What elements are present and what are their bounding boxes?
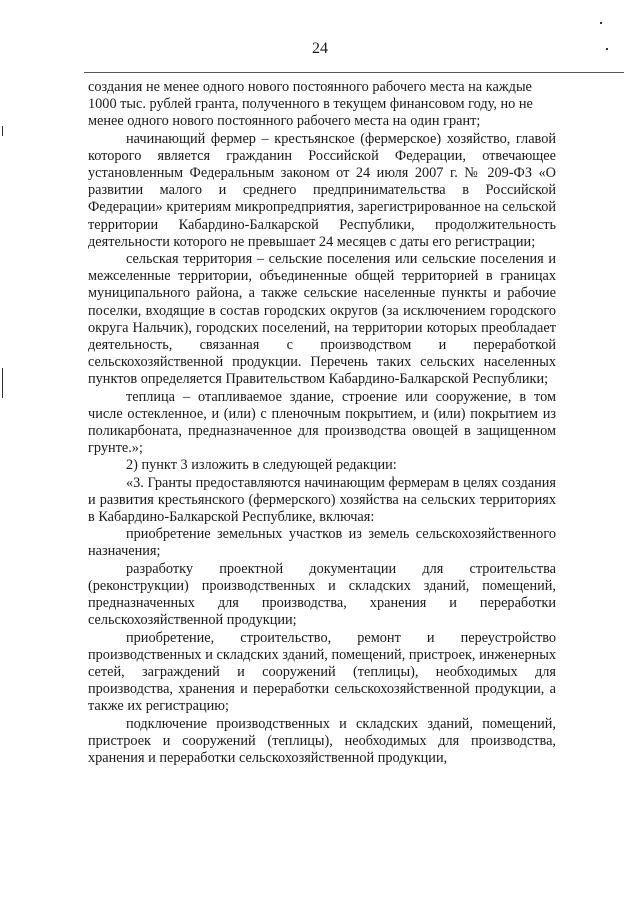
paragraph-5: 2) пункт 3 изложить в следующей редакции: [126,457,397,474]
paragraph-4: теплица – отапливаемое здание, строение или сооружение, в том числе остекленное, и (или) с пленочным покрытием, и (или) покрытием из поликарбоната, предназначенное для производства овощей в защищенном грунте.»; [88,388,556,457]
paragraph-9: приобретение, строительство, ремонт и переустройство производственных и складских зданий, помещений, пристроек, инженерных сетей, заграждений и сооружений (теплицы), необходимых для производства, хранения и переработки сельскохозяйственной продукции, а также их регистрацию; [88,629,556,715]
paragraph-6: «3. Гранты предоставляются начинающим фермерам в целях создания и развития крестьянского (фермерского) хозяйства на сельских территориях в Кабардино-Балкарской Республике, включая: [88,474,556,526]
document-body [88,79,556,767]
paragraph-1: создания не менее одного нового постоянного рабочего места на каждые 1000 тыс. рублей гранта, полученного в текущем финансовом году, но не менее одного нового постоянного рабочего места на один грант; [88,79,533,130]
paragraph-7: приобретение земельных участков из земель сельскохозяйственного назначения; [88,526,556,560]
page-number: 24 [312,40,328,57]
paragraph-2: начинающий фермер – крестьянское (фермерское) хозяйство, главой которого является гражданин Российской Федерации, отвечающее установленным Федеральным законом от 24 июля 2007 г. № 209-ФЗ «О развитии малого и среднего предпринимательства в Российской Федерации» критериям микропредприятия, зарегистрированное на сельской территории Кабардино-Балкарской Республики, продолжительность деятельности которого не превышает 24 месяцев с даты его регистрации; [88,130,556,250]
scan-mark-left-middle [2,368,3,398]
scan-mark-right [606,48,608,50]
paragraph-10: подключение производственных и складских зданий, помещений, пристроек и сооружений (теплицы), необходимых для производства, хранения и переработки сельскохозяйственной продукции, [88,715,556,766]
header-rule [84,72,624,73]
scan-mark-left-upper [2,126,3,136]
paragraph-3: сельская территория – сельские поселения или сельские поселения и межселенные территории, объединенные общей территорией в границах муниципального района, а также сельские населенные пункты и рабочие поселки, входящие в состав городских округов (за исключением городского округа Нальчик), городских поселений, на территории которых преобладает деятельность, связанная с производством и переработкой сельскохозяйственной продукции. Перечень таких сельских населенных пунктов определяется Правительством Кабардино-Балкарской Республики; [88,251,556,388]
paragraph-8: разработку проектной документации для строительства (реконструкции) производственных и складских зданий, помещений, предназначенных для производства, хранения и переработки сельскохозяйственной продукции; [88,560,556,629]
scan-mark-top-right [600,22,602,24]
